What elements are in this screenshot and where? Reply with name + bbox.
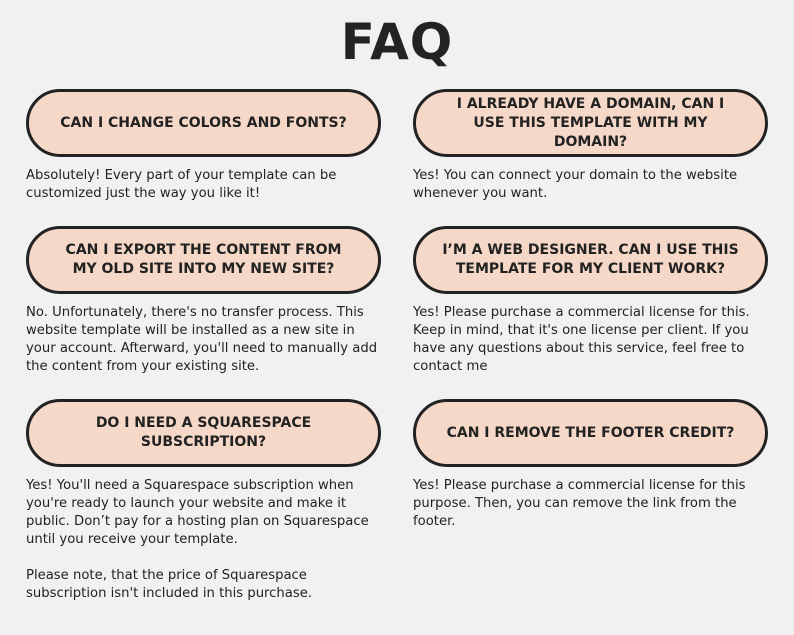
faq-item	[413, 89, 768, 203]
faq-answer-paragraph: Absolutely! Every part of your template can be customized just the way you like it!	[26, 168, 337, 201]
page-title: FAQ	[340, 13, 454, 71]
faq-answer	[26, 304, 381, 376]
faq-answer	[413, 304, 768, 376]
faq-question: I ALREADY HAVE A DOMAIN, CAN I USE THIS TEMPLATE WITH MY DOMAIN?	[456, 95, 725, 150]
faq-answer-paragraph: Please note, that the price of Squarespace subscription isn't included in this purchase.	[26, 568, 313, 601]
faq-question: I’M A WEB DESIGNER. CAN I USE THIS TEMPLATE FOR MY CLIENT WORK?	[442, 242, 739, 277]
faq-question-pill	[413, 226, 768, 294]
faq-question-pill	[413, 399, 768, 467]
faq-question: CAN I REMOVE THE FOOTER CREDIT?	[446, 424, 735, 441]
faq-item	[26, 89, 381, 203]
faq-answer-paragraph: Yes! Please purchase a commercial license for this. Keep in mind, that it's one license per client. If you have any questions about this service, feel free to contact me	[413, 305, 750, 374]
faq-item	[26, 226, 381, 376]
faq-question-pill	[413, 89, 768, 157]
faq-question: CAN I EXPORT THE CONTENT FROM MY OLD SITE INTO MY NEW SITE?	[65, 242, 342, 277]
faq-question-pill	[26, 89, 381, 157]
faq-question-pill	[26, 399, 381, 467]
faq-item	[413, 399, 768, 531]
faq-answer-paragraph: No. Unfortunately, there's no transfer process. This website template will be installed as a new site in your account. Afterward, you'll need to manually add the content from your existing site.	[26, 305, 378, 374]
faq-answer	[26, 167, 381, 203]
faq-item	[26, 399, 381, 603]
faq-item	[413, 226, 768, 376]
faq-answer	[26, 477, 381, 603]
faq-answer-paragraph: Yes! You'll need a Squarespace subscription when you're ready to launch your website and make it public. Don’t pay for a hosting plan on Squarespace until you receive your template.	[26, 478, 369, 547]
faq-answer	[413, 477, 768, 531]
faq-question-pill	[26, 226, 381, 294]
faq-answer-paragraph: Yes! Please purchase a commercial license for this purpose. Then, you can remove the link from the footer.	[413, 478, 746, 529]
faq-answer-paragraph: Yes! You can connect your domain to the website whenever you want.	[413, 168, 738, 201]
faq-answer	[413, 167, 768, 203]
faq-question: CAN I CHANGE COLORS AND FONTS?	[60, 114, 347, 131]
faq-question: DO I NEED A SQUARESPACE SUBSCRIPTION?	[95, 415, 312, 450]
